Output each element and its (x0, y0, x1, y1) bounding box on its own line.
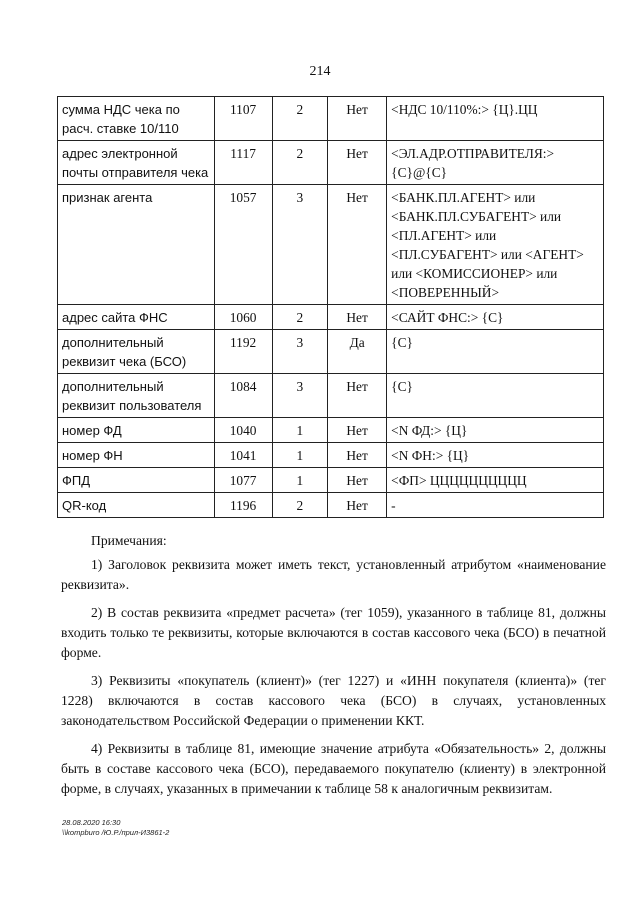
cell-name: ФПД (58, 468, 215, 493)
cell-name: признак агента (58, 185, 215, 305)
cell-required: Нет (328, 141, 387, 185)
cell-required: Нет (328, 468, 387, 493)
cell-name: дополнительный реквизит пользователя (58, 374, 215, 418)
cell-format: {С} (387, 374, 604, 418)
cell-length: 2 (272, 97, 328, 141)
cell-length: 1 (272, 443, 328, 468)
cell-length: 3 (272, 330, 328, 374)
note-item-1: 1) Заголовок реквизита может иметь текст, установленный атрибутом «наименование реквизита». (61, 557, 606, 592)
cell-required: Нет (328, 443, 387, 468)
cell-format: <БАНК.ПЛ.АГЕНТ> или <БАНК.ПЛ.СУБАГЕНТ> или <ПЛ.АГЕНТ> или <ПЛ.СУБАГЕНТ> или <АГЕНТ> или <КОМИССИОНЕР> или <ПОВЕРЕННЫЙ> (387, 185, 604, 305)
cell-format: <N ФН:> {Ц} (387, 443, 604, 468)
cell-format: <ФП> ЦЦЦЦЦЦЦЦЦЦ (387, 468, 604, 493)
cell-tag: 1060 (214, 305, 272, 330)
cell-name: адрес электронной почты отправителя чека (58, 141, 215, 185)
footer-timestamp: 28.08.2020 16:30 (62, 818, 121, 827)
cell-name: QR-код (58, 493, 215, 518)
cell-length: 2 (272, 493, 328, 518)
cell-length: 2 (272, 141, 328, 185)
cell-length: 3 (272, 374, 328, 418)
cell-format: <N ФД:> {Ц} (387, 418, 604, 443)
cell-length: 1 (272, 468, 328, 493)
footer-file-path: \\kompburo /Ю.Р./прил-И3861-2 (62, 828, 170, 837)
cell-name: номер ФН (58, 443, 215, 468)
table-row (58, 97, 604, 141)
requisites-table-body (58, 97, 604, 518)
cell-required: Нет (328, 418, 387, 443)
cell-name: дополнительный реквизит чека (БСО) (58, 330, 215, 374)
cell-required: Нет (328, 305, 387, 330)
table-row (58, 141, 604, 185)
cell-tag: 1084 (214, 374, 272, 418)
document-footer (62, 818, 169, 838)
note-item-4: 4) Реквизиты в таблице 81, имеющие значение атрибута «Обязательность» 2, должны быть в составе кассового чека (БСО), передаваемого покупателю (клиенту) в электронной форме, в случаях, указанных в примечании к таблице 58 к аналогичным реквизитам. (61, 741, 606, 796)
cell-format: <САЙТ ФНС:> {С} (387, 305, 604, 330)
note-item-3: 3) Реквизиты «покупатель (клиент)» (тег 1227) и «ИНН покупателя (клиента)» (тег 1228) включаются в состав кассового чека (БСО) в случаях, установленных законодательством Российской Федерации о применении ККТ. (61, 673, 606, 728)
requisites-table (57, 96, 604, 518)
cell-required: Да (328, 330, 387, 374)
table-row (58, 374, 604, 418)
cell-tag: 1040 (214, 418, 272, 443)
cell-required: Нет (328, 97, 387, 141)
note-item-2: 2) В состав реквизита «предмет расчета» (тег 1059), указанного в таблице 81, должны входить только те реквизиты, которые включаются в состав кассового чека (БСО) в печатной форме. (61, 605, 606, 660)
cell-tag: 1077 (214, 468, 272, 493)
cell-required: Нет (328, 493, 387, 518)
cell-tag: 1107 (214, 97, 272, 141)
notes-section (61, 531, 606, 807)
page-number: 214 (309, 64, 331, 79)
table-row (58, 493, 604, 518)
cell-required: Нет (328, 185, 387, 305)
cell-name: адрес сайта ФНС (58, 305, 215, 330)
cell-tag: 1117 (214, 141, 272, 185)
table-row (58, 468, 604, 493)
notes-title: Примечания: (91, 533, 167, 548)
table-row (58, 330, 604, 374)
cell-format: - (387, 493, 604, 518)
cell-tag: 1057 (214, 185, 272, 305)
cell-name: сумма НДС чека по расч. ставке 10/110 (58, 97, 215, 141)
cell-required: Нет (328, 374, 387, 418)
table-row (58, 185, 604, 305)
cell-name: номер ФД (58, 418, 215, 443)
cell-length: 1 (272, 418, 328, 443)
cell-length: 3 (272, 185, 328, 305)
cell-tag: 1192 (214, 330, 272, 374)
cell-format: <ЭЛ.АДР.ОТПРАВИТЕЛЯ:> {С}@{С} (387, 141, 604, 185)
table-row (58, 305, 604, 330)
cell-format: {С} (387, 330, 604, 374)
table-row (58, 418, 604, 443)
cell-format: <НДС 10/110%:> {Ц}.ЦЦ (387, 97, 604, 141)
cell-tag: 1041 (214, 443, 272, 468)
cell-tag: 1196 (214, 493, 272, 518)
cell-length: 2 (272, 305, 328, 330)
table-row (58, 443, 604, 468)
